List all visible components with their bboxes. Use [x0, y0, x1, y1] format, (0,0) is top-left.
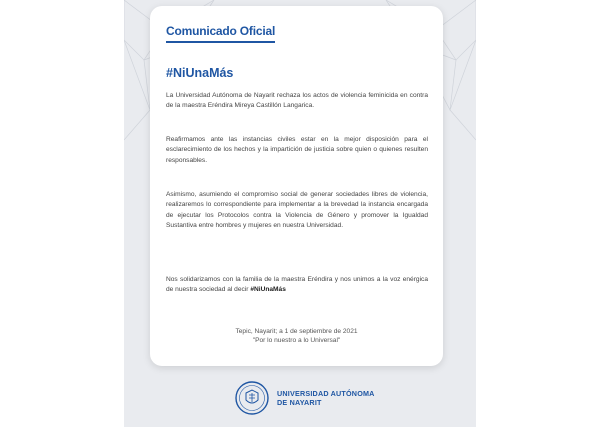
paragraph-4-hashtag: #NiUnaMás [250, 286, 286, 294]
university-name-line2: DE NAYARIT [277, 398, 322, 407]
closing-block [150, 327, 443, 345]
paragraph-3: Asimismo, asumiendo el compromiso social de generar sociedades libres de violencia, realizaremos lo correspondiente para implementar a la brevedad la instancia encargada de ejecutar los Protocolos contra la Violencia de Género y promover la Igualdad Sustantiva entre hombres y mujeres en nuestra Universidad. [166, 191, 428, 230]
paragraph-1: La Universidad Autónoma de Nayarit rechaza los actos de violencia feminicida en contra de la maestra Eréndira Mireya Castillón Langarica. [166, 92, 428, 110]
hashtag-heading: #NiUnaMás [166, 66, 234, 80]
university-seal-icon [235, 381, 269, 415]
paragraph-4-text: Nos solidarizamos con la familia de la maestra Eréndira y nos unimos a la voz enérgica de nuestra sociedad al decir [166, 276, 428, 294]
paragraph-2: Reafirmamos ante las instancias civiles estar en la mejor disposición para el esclarecimiento de los hechos y la impartición de justicia sobre quien o quienes resulten responsables. [166, 136, 428, 164]
place-date: Tepic, Nayarit; a 1 de septiembre de 2021 [235, 328, 358, 335]
paragraph-4 [166, 275, 428, 296]
statement-title: Comunicado Oficial [166, 24, 275, 43]
university-name-line1: UNIVERSIDAD AUTÓNOMA [277, 389, 375, 398]
university-name [277, 389, 375, 407]
official-statement-card [150, 6, 443, 366]
footer-logo [235, 380, 375, 416]
motto: "Por lo nuestro a lo Universal" [252, 337, 341, 344]
